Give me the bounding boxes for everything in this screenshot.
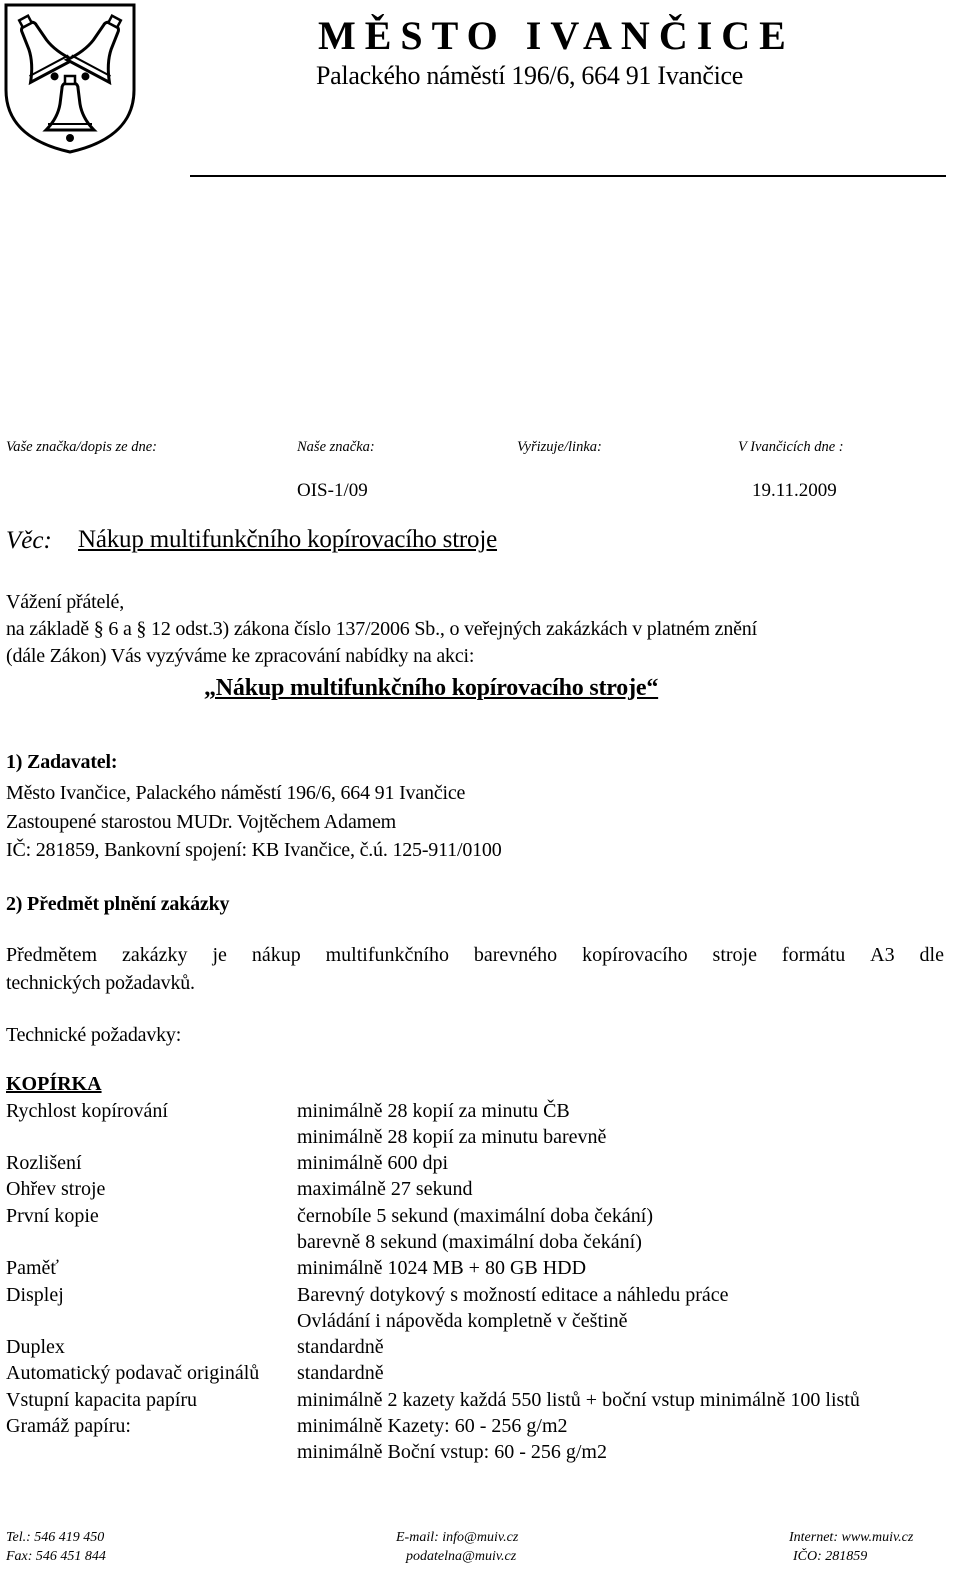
intro-line-2: (dále Zákon) Vás vyzýváme ke zpracování nabídky na akci: [6, 645, 475, 667]
contractor-line-1: Město Ivančice, Palackého náměstí 196/6, 664 91 Ivančice [6, 782, 466, 804]
footer-internet: Internet: www.muiv.cz [789, 1530, 914, 1545]
spec-value: standardně [297, 1362, 384, 1384]
subject-word: dle [919, 944, 944, 966]
subject-line-2: technických požadavků. [6, 972, 195, 994]
footer-email-2: podatelna@muiv.cz [406, 1549, 517, 1564]
spec-value: minimálně 28 kopií za minutu ČB [297, 1100, 570, 1122]
subject-word: Předmětem [6, 944, 98, 966]
subject-label: Věc: [6, 527, 52, 554]
specs-heading: KOPÍRKA [6, 1073, 102, 1095]
our-ref-value: OIS-1/09 [297, 480, 368, 501]
town-address: Palackého náměstí 196/6, 664 91 Ivančice [316, 61, 743, 90]
date-label: V Ivančicích dne : [738, 439, 844, 455]
spec-value: maximálně 27 sekund [297, 1178, 473, 1200]
section-2-heading: 2) Předmět plnění zakázky [6, 893, 230, 915]
spec-value: černobíle 5 sekund (maximální doba čekání) [297, 1205, 653, 1227]
spec-value: Barevný dotykový s možností editace a náhledu práce [297, 1284, 729, 1306]
spec-value: barevně 8 sekund (maximální doba čekání) [297, 1231, 642, 1253]
action-title: „Nákup multifunkčního kopírovacího stroje“ [204, 675, 659, 701]
tech-requirements-label: Technické požadavky: [6, 1024, 182, 1046]
spec-label-capacity: Vstupní kapacita papíru [6, 1389, 198, 1411]
spec-label-first-copy: První kopie [6, 1205, 99, 1227]
spec-value: Ovládání i nápověda kompletně v češtině [297, 1310, 628, 1332]
town-title: MĚSTO IVANČICE [318, 13, 795, 58]
header-divider [190, 175, 946, 177]
contractor-line-3: IČ: 281859, Bankovní spojení: KB Ivančice, č.ú. 125-911/0100 [6, 839, 502, 861]
spec-value: standardně [297, 1336, 384, 1358]
spec-value: minimálně 28 kopií za minutu barevně [297, 1126, 607, 1148]
spec-label-speed: Rychlost kopírování [6, 1100, 168, 1122]
footer-fax: Fax: 546 451 844 [6, 1549, 106, 1564]
spec-value: minimálně Kazety: 60 - 256 g/m2 [297, 1415, 568, 1437]
subject-word: multifunkčního [325, 944, 449, 966]
date-value: 19.11.2009 [752, 480, 837, 501]
footer-email: E-mail: info@muiv.cz [396, 1530, 519, 1545]
spec-value: minimálně 2 kazety každá 550 listů + boční vstup minimálně 100 listů [297, 1389, 860, 1411]
coat-of-arms-logo [2, 2, 138, 154]
section-1-heading: 1) Zadavatel: [6, 751, 118, 773]
subject-word: stroje [712, 944, 757, 966]
subject-word: barevného [473, 944, 558, 966]
subject-justified-line [6, 945, 944, 965]
subject-word: A3 [870, 944, 895, 966]
spec-label-warmup: Ohřev stroje [6, 1178, 106, 1200]
subject-text: Nákup multifunkčního kopírovacího stroje [78, 526, 498, 553]
spec-label-memory: Paměť [6, 1257, 59, 1279]
spec-value: minimálně 1024 MB + 80 GB HDD [297, 1257, 587, 1279]
spec-label-duplex: Duplex [6, 1336, 65, 1358]
footer-ico: IČO: 281859 [793, 1549, 868, 1564]
spec-label-feeder: Automatický podavač originálů [6, 1362, 260, 1384]
footer-tel: Tel.: 546 419 450 [6, 1530, 105, 1545]
subject-word: formátu [781, 944, 846, 966]
subject-word: zakázky [122, 944, 188, 966]
spec-value: minimálně 600 dpi [297, 1152, 449, 1174]
handled-by-label: Vyřizuje/linka: [517, 439, 602, 455]
spec-label-display: Displej [6, 1284, 64, 1306]
spec-label-resolution: Rozlišení [6, 1152, 82, 1174]
intro-line-1: na základě § 6 a § 12 odst.3) zákona číslo 137/2006 Sb., o veřejných zakázkách v platném znění [6, 618, 757, 640]
subject-word: nákup [251, 944, 301, 966]
spec-label-weight: Gramáž papíru: [6, 1415, 131, 1437]
greeting: Vážení přátelé, [6, 591, 125, 613]
contractor-line-2: Zastoupené starostou MUDr. Vojtěchem Adamem [6, 811, 397, 833]
your-ref-label: Vaše značka/dopis ze dne: [6, 439, 158, 455]
subject-word: je [212, 944, 227, 966]
subject-word: kopírovacího [582, 944, 688, 966]
our-ref-label: Naše značka: [297, 439, 375, 455]
spec-value: minimálně Boční vstup: 60 - 256 g/m2 [297, 1441, 607, 1463]
